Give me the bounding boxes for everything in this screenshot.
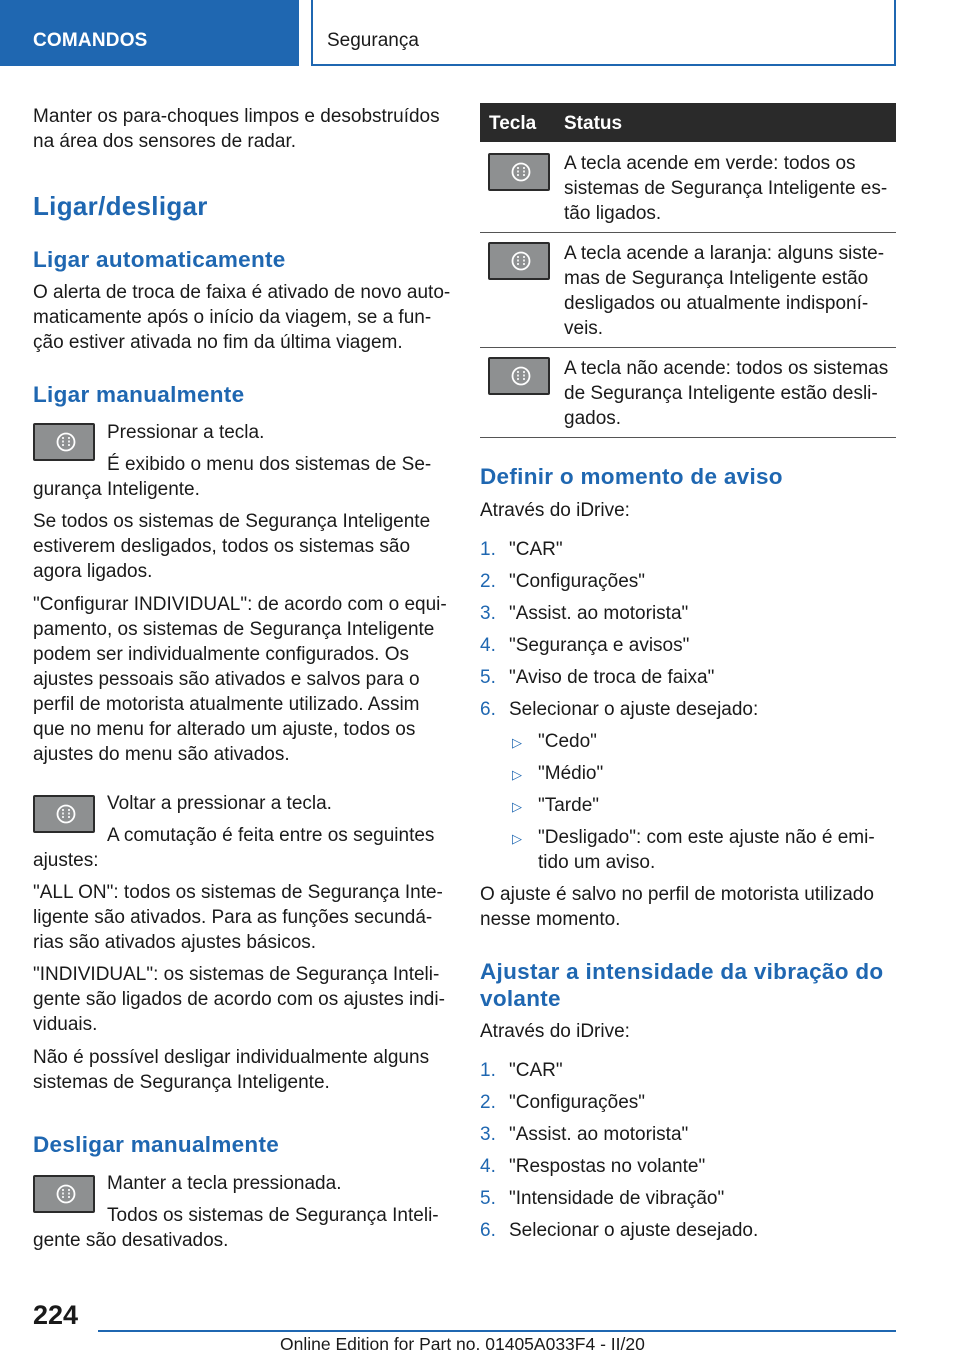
step-number: 1. — [480, 1060, 496, 1081]
table-header — [480, 103, 896, 142]
list-item: "CAR" — [509, 539, 563, 560]
list-item: "Configurações" — [509, 1092, 646, 1113]
warning-note: O ajuste é salvo no perfil de motorista utilizado nesse momento. — [480, 884, 874, 930]
column-header-key: Tecla — [489, 113, 537, 134]
list-item: Selecionar o ajuste desejado. — [509, 1220, 759, 1241]
manual-off-result: Todos os sistemas de Segurança Inteli- — [107, 1205, 439, 1226]
list-item: "CAR" — [509, 1060, 563, 1081]
manual-off-step: Manter a tecla pressionada. — [107, 1173, 342, 1194]
list-item: "Assist. ao motorista" — [509, 1124, 689, 1145]
lane-assist-button-icon — [33, 795, 95, 833]
manual-paragraph-all-off: Se todos os sistemas de Segurança Inteligente estiverem desligados, todos os sistemas são agora ligados. — [33, 511, 431, 582]
manual-press-again: Voltar a pressionar a tecla. — [107, 793, 332, 814]
manual-on-result: É exibido o menu dos sistemas de Se- — [107, 454, 432, 475]
list-item: "Tarde" — [538, 795, 600, 816]
intro-paragraph: Manter os para-choques limpos e desobstruídos na área dos sensores de radar. — [33, 106, 440, 152]
triangle-bullet-icon: ▷ — [512, 735, 522, 750]
warning-via-idrive: Através do iDrive: — [480, 500, 630, 521]
triangle-bullet-icon: ▷ — [512, 831, 522, 846]
vibration-via-idrive: Através do iDrive: — [480, 1021, 630, 1042]
lane-assist-button-icon — [488, 153, 550, 191]
note-paragraph: Não é possível desligar individualmente alguns sistemas de Segurança Inteligente. — [33, 1047, 430, 1093]
step-number: 5. — [480, 667, 496, 688]
heading-warning-timing: Definir o momento de aviso — [480, 464, 783, 489]
step-number: 1. — [480, 539, 496, 560]
chapter-header — [311, 0, 896, 66]
table-divider — [480, 232, 896, 233]
list-item: "Assist. ao motorista" — [509, 603, 689, 624]
lane-assist-button-icon — [33, 423, 95, 461]
auto-on-paragraph: O alerta de troca de faixa é ativado de novo auto- maticamente após o início da viagem, se a fun- ção estiver ativada no fim da última viagem. — [33, 282, 451, 353]
list-item: "Cedo" — [538, 731, 597, 752]
list-item: "Respostas no volante" — [509, 1156, 706, 1177]
list-item: "Desligado": com este ajuste não é emi- tido um aviso. — [538, 827, 875, 873]
manual-on-result-cont: gurança Inteligente. — [33, 479, 200, 500]
lane-assist-button-icon — [33, 1175, 95, 1213]
edition-note: Online Edition for Part no. 01405A033F4 - II/20 — [280, 1334, 645, 1354]
step-number: 2. — [480, 571, 496, 592]
column-header-status: Status — [564, 113, 623, 134]
step-number: 4. — [480, 635, 496, 656]
step-number: 4. — [480, 1156, 496, 1177]
step-number: 3. — [480, 1124, 496, 1145]
list-item: Selecionar o ajuste desejado: — [509, 699, 759, 720]
manual-off-result-cont: gente são desativados. — [33, 1230, 229, 1251]
section-tab — [0, 0, 299, 66]
list-item: "Intensidade de vibração" — [509, 1188, 725, 1209]
heading-manual-on: Ligar manualmente — [33, 382, 245, 407]
manual-toggle-text-cont: ajustes: — [33, 850, 99, 871]
step-number: 3. — [480, 603, 496, 624]
step-number: 2. — [480, 1092, 496, 1113]
step-number: 6. — [480, 699, 496, 720]
triangle-bullet-icon: ▷ — [512, 799, 522, 814]
table-row: A tecla não acende: todos os sistemas de Segurança Inteligente estão desli- gados. — [564, 358, 889, 429]
table-row: A tecla acende a laranja: alguns siste- mas de Segurança Inteligente estão desligados ou atualmente indisponí- veis. — [564, 243, 885, 339]
footer-divider — [98, 1330, 896, 1332]
manual-on-step: Pressionar a tecla. — [107, 422, 265, 443]
lane-assist-button-icon — [488, 242, 550, 280]
table-divider — [480, 347, 896, 348]
manual-paragraph-individual: "Configurar INDIVIDUAL": de acordo com o equi- pamento, os sistemas de Segurança Inteligente podem ser individualmente configurados. Os ajustes pessoais são ativados e salvos para o perfil de motorista atualmente utilizado. Assim que no menu for alterado um ajuste, todos os ajustes do menu são ativados. — [33, 594, 447, 765]
heading-vibration: Ajustar a intensidade da vibração do volante — [480, 959, 884, 1011]
lane-assist-button-icon — [488, 357, 550, 395]
table-row: A tecla acende em verde: todos os sistemas de Segurança Inteligente es- tão ligados. — [564, 153, 888, 224]
table-divider — [480, 437, 896, 438]
all-on-paragraph: "ALL ON": todos os sistemas de Segurança Inte- ligente são ativados. Para as funções secundá- rias são ativados ajustes básicos. — [33, 882, 443, 953]
section-title: COMANDOS — [33, 30, 148, 51]
individual-paragraph: "INDIVIDUAL": os sistemas de Segurança Inteli- gente são ligados de acordo com os ajustes indi- viduais. — [33, 964, 445, 1035]
heading-on-off: Ligar/desligar — [33, 191, 208, 221]
triangle-bullet-icon: ▷ — [512, 767, 522, 782]
step-number: 6. — [480, 1220, 496, 1241]
chapter-title: Segurança — [327, 30, 419, 51]
list-item: "Médio" — [538, 763, 604, 784]
manual-toggle-text: A comutação é feita entre os seguintes — [107, 825, 435, 846]
step-number: 5. — [480, 1188, 496, 1209]
heading-auto-on: Ligar automaticamente — [33, 247, 286, 272]
list-item: "Aviso de troca de faixa" — [509, 667, 715, 688]
list-item: "Configurações" — [509, 571, 646, 592]
list-item: "Segurança e avisos" — [509, 635, 690, 656]
heading-manual-off: Desligar manualmente — [33, 1132, 280, 1157]
page-number: 224 — [33, 1300, 79, 1330]
